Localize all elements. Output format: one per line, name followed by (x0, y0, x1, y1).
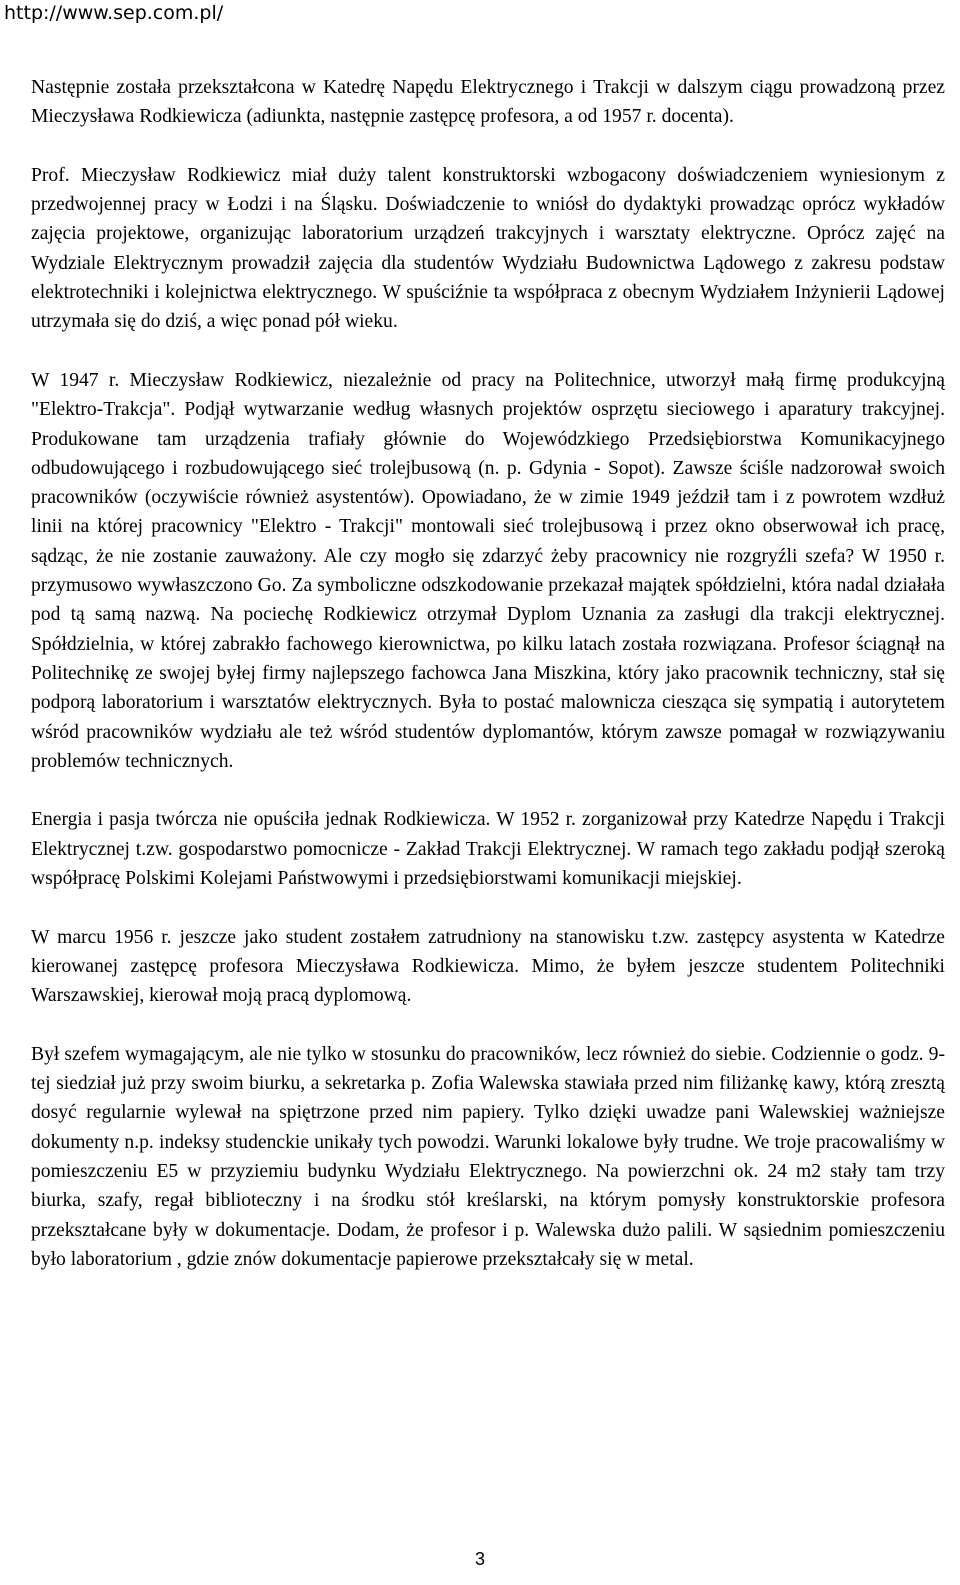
paragraph-marzec-1956: W marcu 1956 r. jeszcze jako student zostałem zatrudniony na stanowisku t.zw. zastępcy asystenta w Katedrze kierowanej zastępcę profesora Mieczysława Rodkiewicza. Mimo, że byłem jeszcze studentem Politechniki Warszawskiej, kierował moją pracą dyplomową. (31, 926, 945, 1007)
header-url[interactable]: http://www.sep.com.pl/ (4, 2, 224, 24)
paragraph-elektro-trakcja: W 1947 r. Mieczysław Rodkiewicz, niezależnie od pracy na Politechnice, utworzył małą firmę produkcyjną "Elektro-Trakcja". Podjął wytwarzanie według własnych projektów osprzętu sieciowego i aparatury trakcyjnej. Produkowane tam urządzenia trafiały głównie do Wojewódzkiego Przedsiębiorstwa Komunikacyjnego odbudowującego i rozbudowującego sieć trolejbusową (n. p. Gdynia - Sopot). Zawsze ściśle nadzorował swoich pracowników (oczywiście również asystentów). Opowiadano, że w zimie 1949 jeździł tam i z powrotem wzdłuż linii na której pracownicy "Elektro - Trakcji" montowali sieć trolejbusową i przez okno obserwował ich pracę, sądząc, że nie zostanie zauważony. Ale czy mogło się zdarzyć żeby pracownicy nie rozgryźli szefa? W 1950 r. przymusowo wywłaszczono Go. Za symboliczne odszkodowanie przekazał majątek spółdzielni, która nadal działała pod tą samą nazwą. Na pociechę Rodkiewicz otrzymał Dyplom Uznania za zasługi dla trakcji elektrycznej. Spółdzielnia, w której zabrakło fachowego kierownictwa, po kilku latach została rozwiązana. Profesor ściągnął na Politechnikę ze swojej byłej firmy najlepszego fachowca Jana Miszkina, który jako pracownik techniczny, stał się podporą laboratorium i warsztatów elektrycznych. Była to postać malownicza ciesząca się sympatią i autorytetem wśród pracowników wydziału ale też wśród studentów dyplomantów, którym zawsze pomagał w rozwiązywaniu problemów technicznych. (31, 369, 945, 772)
paragraph-katedra: Następnie została przekształcona w Katedrę Napędu Elektrycznego i Trakcji w dalszym ciągu prowadzoną przez Mieczysława Rodkiewicza (adiunkta, następnie zastępcę profesora, a od 1957 r. docenta). (31, 77, 945, 128)
paragraph-talent: Prof. Mieczysław Rodkiewicz miał duży talent konstruktorski wzbogacony doświadczeniem wyniesionym z przedwojennej pracy w Łodzi i na Śląsku. Doświadczenie to wniósł do dydaktyki prowadząc oprócz wykładów zajęcia projektowe, organizując laboratorium urządzeń trakcyjnych i warsztaty elektryczne. Oprócz zajęć na Wydziale Elektrycznym prowadził zajęcia dla studentów Wydziału Budownictwa Lądowego z zakresu podstaw elektrotechniki i kolejnictwa elektrycznego. W spuściźnie ta współpraca z obecnym Wydziałem Inżynierii Lądowej utrzymała się do dziś, a więc ponad pół wieku. (31, 164, 945, 333)
document-body (31, 73, 945, 1303)
page-number: 3 (474, 1549, 485, 1569)
paragraph-szef: Był szefem wymagającym, ale nie tylko w stosunku do pracowników, lecz również do siebie. Codziennie o godz. 9-tej siedział już przy swoim biurku, a sekretarka p. Zofia Walewska stawiała przed nim filiżankę kawy, którą zresztą dosyć regularnie wylewał na spiętrzone przed nim papiery. Tylko dzięki uwadze pani Walewskiej ważniejsze dokumenty n.p. indeksy studenckie unikały tych powodzi. Warunki lokalowe były trudne. We troje pracowaliśmy w pomieszczeniu E5 w przyziemiu budynku Wydziału Elektrycznego. Na powierzchni ok. 24 m2 stały tam trzy biurka, szafy, regał biblioteczny i na środku stół kreślarski, na którym pomysły konstruktorskie profesora przekształcane były w dokumentacje. Dodam, że profesor i p. Walewska dużo palili. W sąsiednim pomieszczeniu było laboratorium , gdzie znów dokumentacje papierowe przekształcały się w metal. (31, 1043, 945, 1270)
paragraph-energia: Energia i pasja twórcza nie opuściła jednak Rodkiewicza. W 1952 r. zorganizował przy Katedrze Napędu i Trakcji Elektrycznej t.zw. gospodarstwo pomocnicze - Zakład Trakcji Elektrycznej. W ramach tego zakładu podjął szeroką współpracę Polskimi Kolejami Państwowymi i przedsiębiorstwami komunikacji miejskiej. (31, 809, 945, 890)
